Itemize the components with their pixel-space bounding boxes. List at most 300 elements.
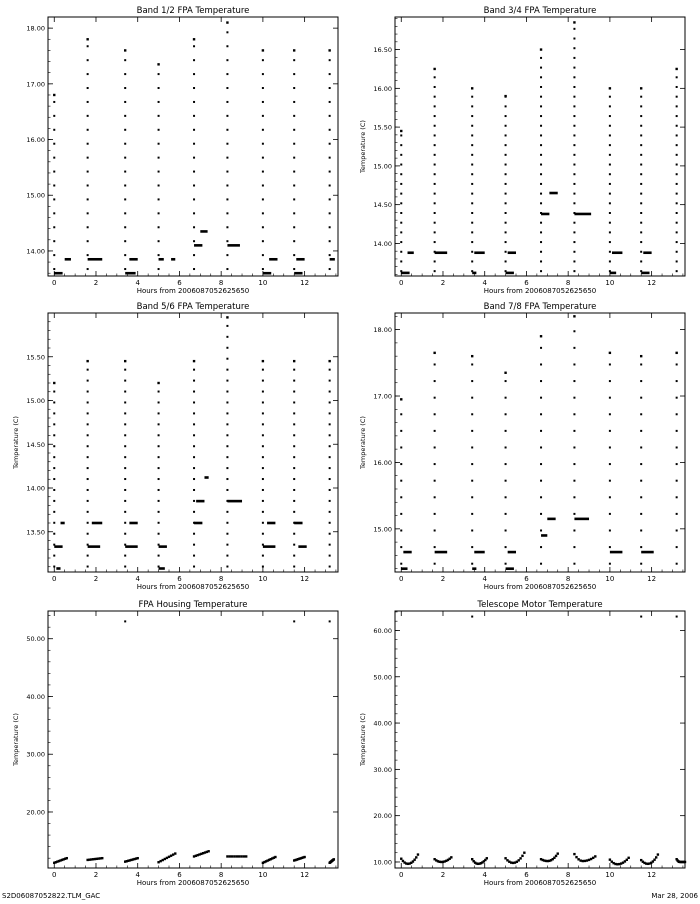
data-point [434,430,436,432]
data-point [87,184,89,186]
data-point [226,143,228,145]
chart-title: Band 1/2 FPA Temperature [136,6,250,16]
data-point [557,852,559,854]
data-point [640,546,642,548]
data-point [226,325,228,327]
data-point [66,857,68,859]
data-point [124,360,126,362]
x-axis-label: Hours from 2006087052625650 [136,879,250,887]
plot-frame [48,17,338,276]
data-plateau [129,258,137,261]
data-point [226,115,228,117]
data-point [540,563,542,565]
data-plateau [610,551,623,554]
data-point [573,380,575,382]
data-point [400,183,402,185]
y-tick-label: 16.00 [373,458,392,467]
x-tick-label: 6 [524,279,529,287]
y-tick-label: 30.00 [373,765,392,774]
data-plateau [508,551,516,554]
data-point [53,467,55,469]
data-point [293,500,295,502]
data-point [609,563,611,565]
data-point [540,241,542,243]
x-tick-label: 2 [440,575,446,583]
data-point [540,496,542,498]
y-axis-label: Temperature (C) [12,713,20,766]
data-point [262,467,264,469]
data-point [293,184,295,186]
data-point [573,241,575,243]
data-point [400,513,402,515]
data-plateau [56,567,60,570]
y-tick-label: 20.00 [26,808,45,817]
data-point [329,157,331,159]
data-point [592,857,594,859]
data-point [540,430,542,432]
data-point [540,363,542,365]
data-point [193,401,195,403]
x-tick-label: 6 [524,575,529,583]
data-point [124,412,126,414]
data-point [471,183,473,185]
data-point [676,193,678,195]
data-point [676,363,678,365]
x-tick-label: 8 [218,279,224,287]
data-point [226,434,228,436]
data-point [471,463,473,465]
data-point [262,212,264,214]
data-point [540,480,542,482]
data-point [193,129,195,131]
data-point [640,154,642,156]
data-point [573,315,575,317]
data-point [434,480,436,482]
data-point [226,226,228,228]
data-point [157,861,159,863]
data-point [262,73,264,75]
data-point [505,480,507,482]
data-point [609,96,611,98]
data-point [193,500,195,502]
data-point [434,144,436,146]
data-point [653,859,655,861]
data-point [226,73,228,75]
data-point [505,212,507,214]
data-point [577,858,579,860]
data-point [329,171,331,173]
data-point [124,49,126,51]
data-plateau [474,251,484,254]
data-point [640,193,642,195]
data-point [413,859,415,861]
data-point [573,67,575,69]
data-point [193,73,195,75]
data-point [53,478,55,480]
data-point [676,115,678,117]
data-plateau [435,551,448,554]
data-plateau [294,522,302,525]
data-point [293,254,295,256]
data-plateau [269,258,277,261]
data-plateau [200,230,207,233]
data-point [53,171,55,173]
data-plateau [506,567,514,570]
data-point [124,171,126,173]
data-point [676,446,678,448]
data-point [640,480,642,482]
data-point [676,96,678,98]
data-plateau [294,272,302,275]
data-point [540,260,542,262]
data-point [329,456,331,458]
data-point [87,500,89,502]
data-point [87,380,89,382]
data-point [53,434,55,436]
data-point [226,171,228,173]
data-point [400,413,402,415]
data-plateau [296,258,304,261]
data-point [676,86,678,88]
data-point [573,134,575,136]
data-point [262,423,264,425]
data-point [158,254,160,256]
data-point [609,183,611,185]
data-point [400,430,402,432]
data-point [573,96,575,98]
data-point [293,115,295,117]
x-axis-label: Hours from 2006087052625650 [483,879,597,887]
data-point [87,87,89,89]
data-point [124,445,126,447]
data-plateau [506,272,514,275]
data-point [400,231,402,233]
data-point [400,164,402,166]
data-point [293,445,295,447]
data-point [400,134,402,136]
data-plateau [227,500,242,503]
data-point [471,397,473,399]
x-axis-label: Hours from 2006087052625650 [136,583,250,591]
data-point [226,478,228,480]
data-point [640,144,642,146]
data-point [53,445,55,447]
data-point [400,193,402,195]
data-point [676,241,678,243]
data-plateau [263,272,271,275]
data-point [293,533,295,535]
data-point [229,855,231,857]
data-point [226,21,228,23]
data-point [262,380,264,382]
data-point [676,413,678,415]
data-point [400,529,402,531]
data-point [124,157,126,159]
data-point [676,76,678,78]
data-point [293,412,295,414]
data-point [573,173,575,175]
chart-1 [26,6,338,295]
x-tick-label: 6 [524,871,529,879]
data-point [158,467,160,469]
data-point [640,164,642,166]
data-point [329,391,331,393]
data-point [329,198,331,200]
data-point [400,222,402,224]
data-point [226,268,228,270]
data-point [400,251,402,253]
x-tick-label: 2 [440,279,446,287]
data-point [53,129,55,131]
data-point [87,254,89,256]
data-point [329,369,331,371]
data-point [262,511,264,513]
data-point [329,467,331,469]
data-point [53,401,55,403]
data-point [262,226,264,228]
data-point [262,369,264,371]
data-plateau [549,192,557,195]
data-point [676,380,678,382]
data-point [293,544,295,546]
data-point [293,369,295,371]
data-point [471,212,473,214]
data-point [609,164,611,166]
y-tick-label: 60.00 [373,626,392,635]
data-point [124,87,126,89]
x-tick-label: 12 [647,575,657,583]
data-point [193,226,195,228]
data-point [505,144,507,146]
data-point [640,260,642,262]
data-point [505,183,507,185]
data-point [471,202,473,204]
data-point [573,270,575,272]
data-point [262,198,264,200]
data-point [573,202,575,204]
data-plateau [330,258,335,261]
data-point [400,398,402,400]
data-point [434,173,436,175]
plot-frame [395,611,685,868]
data-point [193,360,195,362]
data-point [53,555,55,557]
data-point [262,489,264,491]
data-point [262,478,264,480]
data-point [226,412,228,414]
data-point [609,413,611,415]
x-tick-label: 8 [565,871,571,879]
data-point [124,423,126,425]
data-point [609,430,611,432]
data-point [226,511,228,513]
y-tick-label: 15.00 [373,525,392,534]
data-point [540,67,542,69]
data-point [540,193,542,195]
y-tick-label: 40.00 [26,692,45,701]
data-point [193,511,195,513]
data-point [329,555,331,557]
data-point [676,212,678,214]
data-series [400,315,678,570]
data-point [158,500,160,502]
data-point [573,144,575,146]
data-point [540,134,542,136]
data-point [676,231,678,233]
data-point [226,380,228,382]
data-point [329,212,331,214]
data-point [573,57,575,59]
x-tick-label: 6 [177,871,182,879]
data-point [53,254,55,256]
x-tick-label: 10 [258,575,268,583]
data-point [193,533,195,535]
data-point [226,423,228,425]
data-point [193,212,195,214]
chart-2 [359,6,685,295]
data-plateau [541,213,549,216]
data-point [226,544,228,546]
data-point [293,171,295,173]
data-point [434,260,436,262]
data-point [676,105,678,107]
data-point [157,63,159,65]
data-point [226,198,228,200]
data-point [158,522,160,524]
data-point [329,226,331,228]
data-point [640,363,642,365]
data-point [540,154,542,156]
data-point [471,154,473,156]
plot-frame [395,313,685,572]
data-point [124,620,126,622]
data-point [53,522,55,524]
data-point [640,563,642,565]
x-tick-label: 0 [52,575,57,583]
data-point [573,115,575,117]
data-point [471,115,473,117]
data-point [609,125,611,127]
data-plateau [474,551,484,554]
data-point [262,129,264,131]
data-point [609,446,611,448]
data-point [262,87,264,89]
data-point [329,544,331,546]
data-point [505,463,507,465]
data-point [137,857,139,859]
data-point [293,360,295,362]
data-point [540,347,542,349]
data-point [676,134,678,136]
data-point [471,222,473,224]
data-point [87,143,89,145]
data-plateau [125,545,138,548]
data-point [293,268,295,270]
data-point [53,226,55,228]
data-point [434,446,436,448]
data-plateau [641,272,649,275]
data-point [640,231,642,233]
data-point [262,240,264,242]
y-tick-label: 14.00 [26,484,45,493]
data-point [540,125,542,127]
chart-4 [359,302,685,591]
x-tick-label: 2 [93,279,99,287]
data-point [434,125,436,127]
data-point [193,184,195,186]
data-point [87,268,89,270]
data-point [293,101,295,103]
data-point [573,853,575,855]
data-point [434,397,436,399]
data-plateau [435,251,448,254]
data-point [400,463,402,465]
data-point [124,268,126,270]
data-point [505,115,507,117]
data-point [193,412,195,414]
data-point [53,240,55,242]
data-point [676,164,678,166]
x-tick-label: 8 [218,575,224,583]
data-point [573,231,575,233]
data-point [226,347,228,349]
data-point [573,529,575,531]
data-point [609,202,611,204]
data-point [450,856,452,858]
data-point [540,513,542,515]
data-point [504,372,506,374]
data-plateau [403,551,411,554]
data-point [293,129,295,131]
data-point [434,222,436,224]
data-point [540,105,542,107]
x-tick-label: 4 [482,279,487,287]
data-point [519,857,521,859]
data-point [609,463,611,465]
data-point [540,48,542,50]
data-point [172,853,174,855]
data-point [471,125,473,127]
data-point [540,144,542,146]
data-point [434,134,436,136]
data-point [523,852,525,854]
data-point [86,38,88,40]
data-point [471,134,473,136]
data-point [53,212,55,214]
data-point [124,500,126,502]
data-point [293,434,295,436]
data-point [193,478,195,480]
y-tick-label: 14.50 [373,201,392,210]
data-point [434,463,436,465]
data-point [540,546,542,548]
data-point [87,59,89,61]
data-point [193,380,195,382]
data-point [400,260,402,262]
data-point [676,270,678,272]
data-point [505,496,507,498]
data-plateau [54,545,62,548]
data-point [676,251,678,253]
data-point [505,546,507,548]
data-point [471,480,473,482]
data-point [328,49,330,51]
data-point [193,59,195,61]
data-point [262,254,264,256]
data-point [226,391,228,393]
data-plateau [401,567,407,570]
x-tick-label: 4 [135,575,140,583]
